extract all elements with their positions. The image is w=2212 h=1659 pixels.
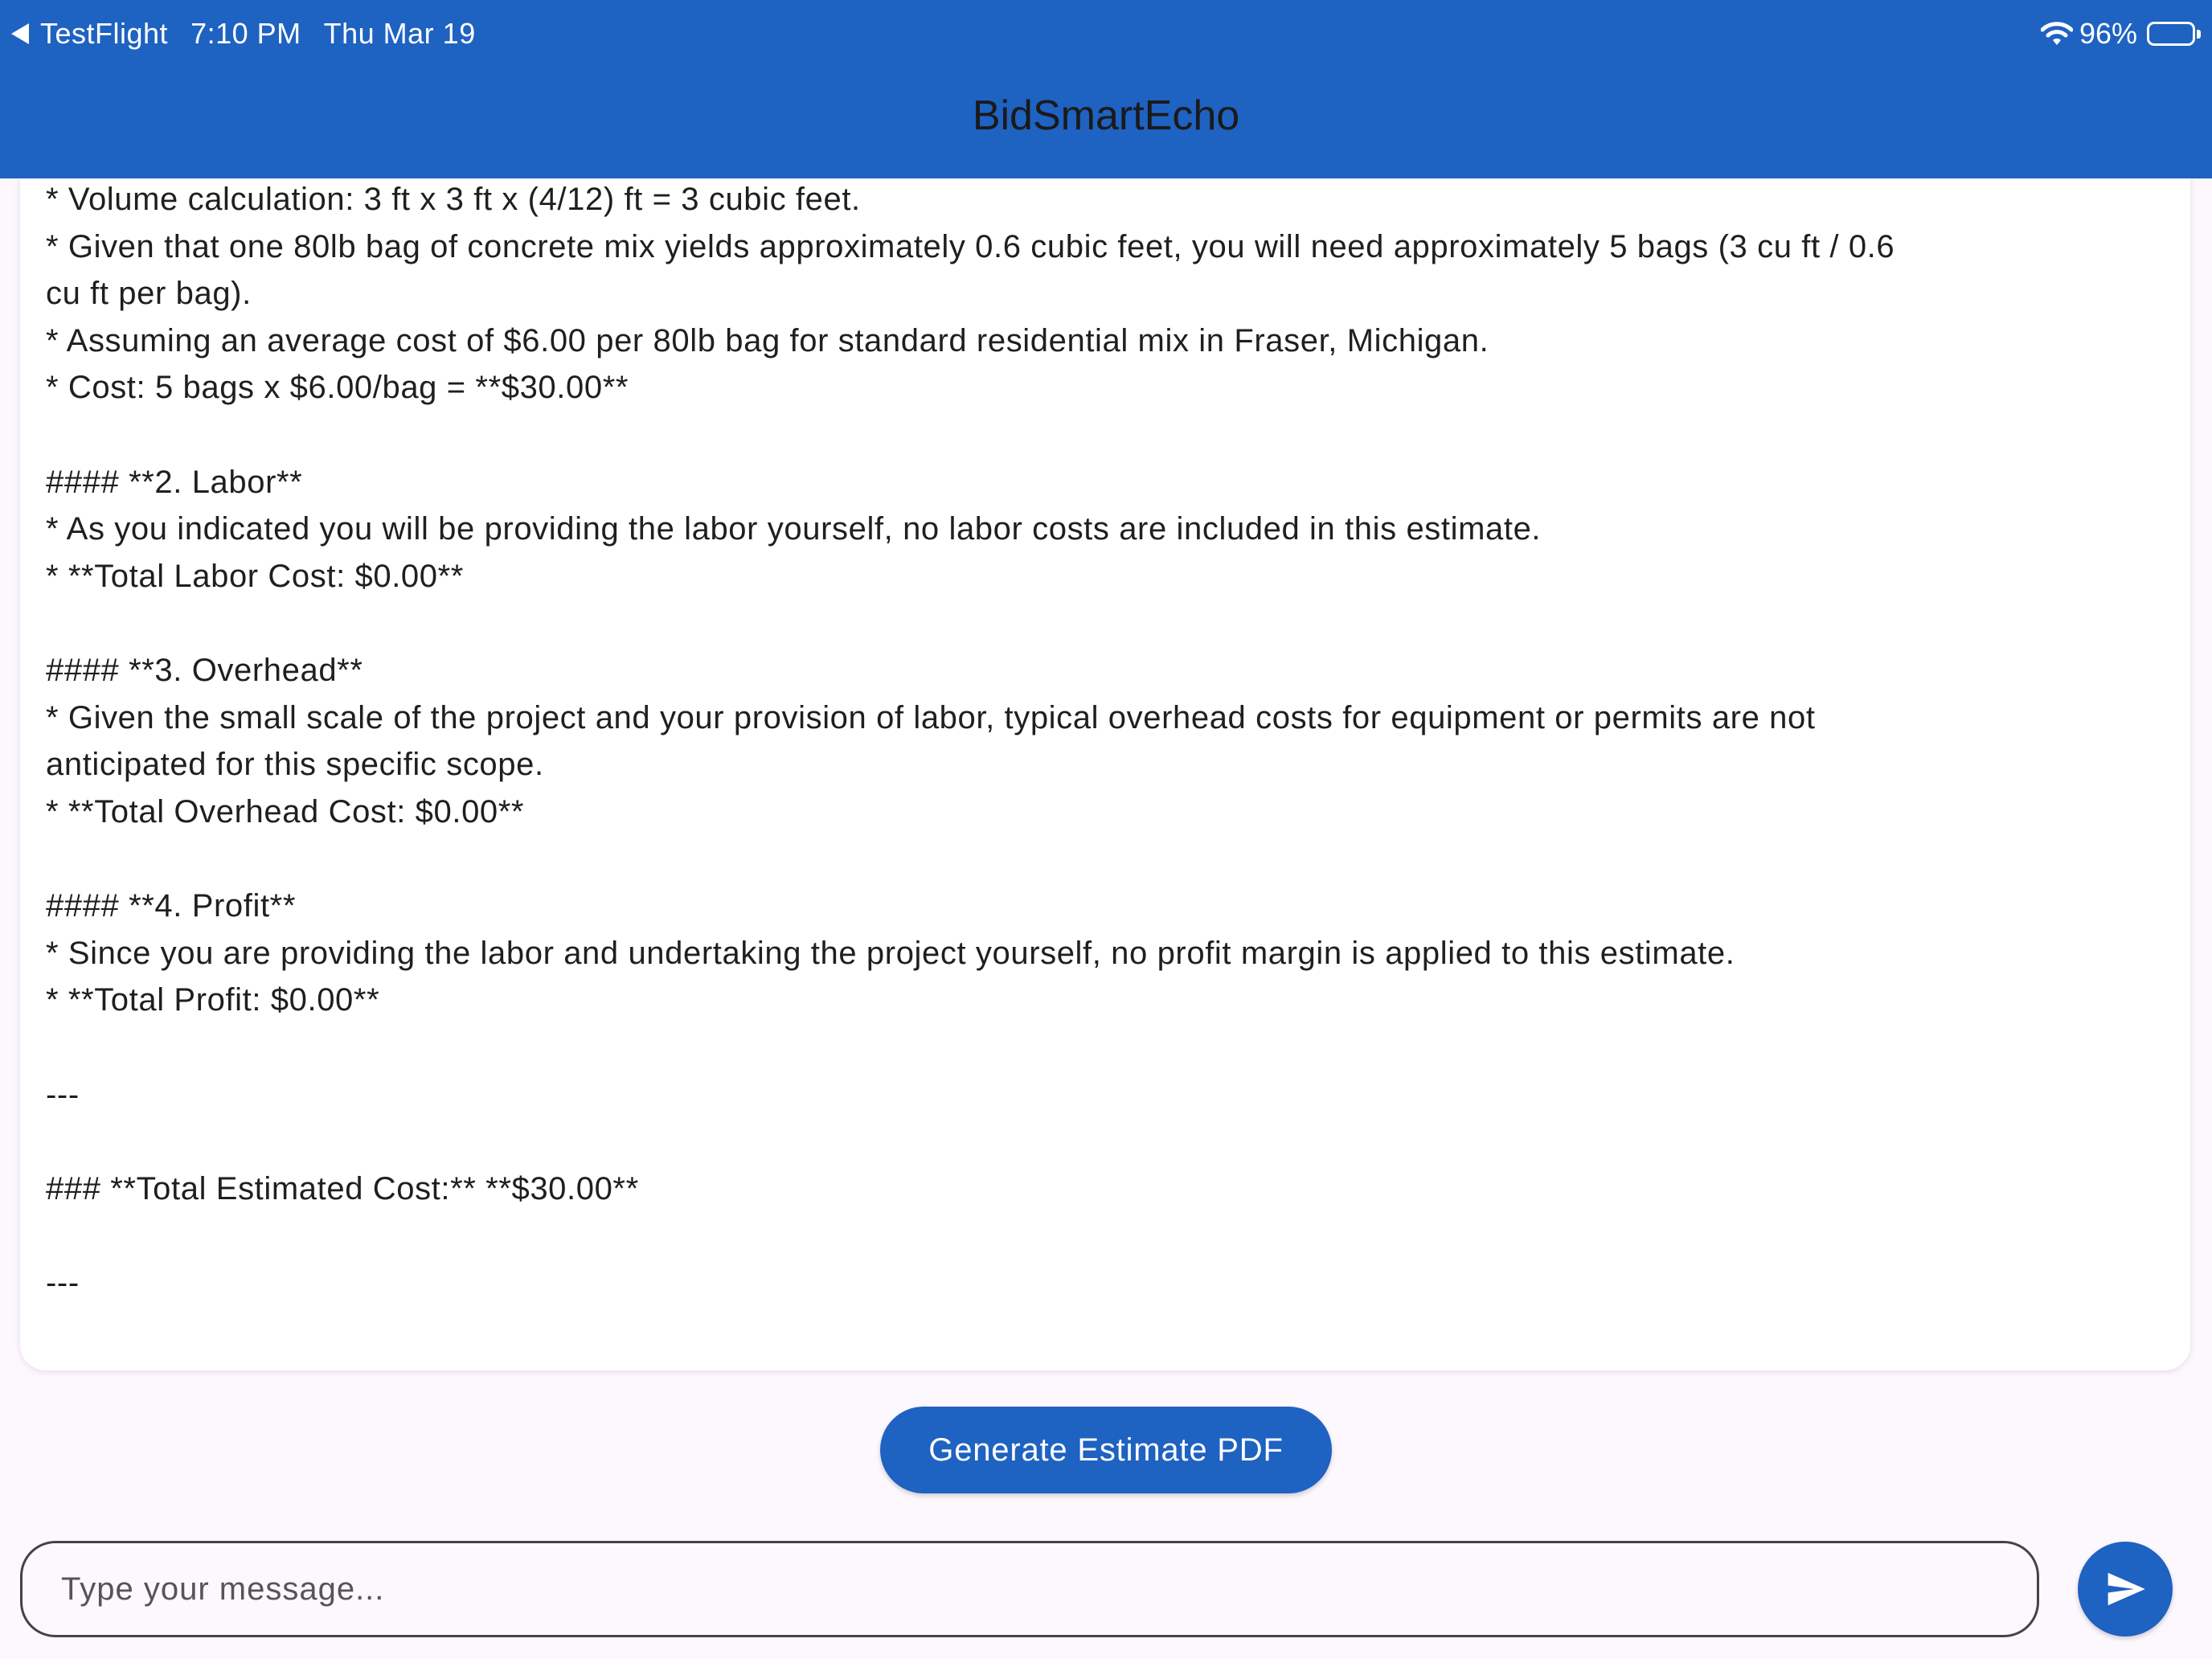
message-line: anticipated for this specific scope. bbox=[46, 747, 544, 782]
status-bar-right bbox=[2041, 11, 2201, 56]
assistant-message-card bbox=[20, 121, 2190, 1370]
app-title: BidSmartEcho bbox=[972, 92, 1240, 139]
message-line: * **Total Labor Cost: $0.00** bbox=[46, 559, 464, 594]
send-icon bbox=[2103, 1567, 2147, 1611]
battery-percent: 96% bbox=[2079, 17, 2137, 50]
back-app-label[interactable]: TestFlight bbox=[40, 17, 169, 50]
message-input[interactable] bbox=[20, 1541, 2039, 1637]
status-bar-left[interactable] bbox=[11, 11, 476, 56]
total-heading: ### **Total Estimated Cost:** **$30.00** bbox=[46, 1171, 639, 1206]
status-date: Thu Mar 19 bbox=[323, 17, 476, 50]
status-time: 7:10 PM bbox=[190, 17, 301, 50]
divider-text: --- bbox=[46, 1265, 80, 1301]
back-chevron-icon[interactable] bbox=[11, 23, 29, 44]
section-heading: #### **4. Profit** bbox=[46, 888, 296, 924]
app-header bbox=[0, 0, 2212, 178]
send-button[interactable] bbox=[2078, 1542, 2173, 1636]
message-line: * Volume calculation: 3 ft x 3 ft x (4/12) ft = 3 cubic feet. bbox=[46, 182, 861, 217]
divider-text: --- bbox=[46, 1077, 80, 1112]
section-heading: #### **2. Labor** bbox=[46, 465, 303, 500]
message-line: * As you indicated you will be providing the labor yourself, no labor costs are included in this estimate. bbox=[46, 511, 1542, 547]
message-line: * **Total Overhead Cost: $0.00** bbox=[46, 794, 525, 830]
wifi-icon bbox=[2041, 21, 2073, 47]
section-heading: #### **3. Overhead** bbox=[46, 653, 363, 688]
message-line: * **Total Profit: $0.00** bbox=[46, 982, 380, 1018]
message-line: * Given the small scale of the project and your provision of labor, typical overhead costs for equipment or permits are not bbox=[46, 700, 1816, 735]
message-line: * Cost: 5 bags x $6.00/bag = **$30.00** bbox=[46, 370, 629, 405]
message-line: * Since you are providing the labor and undertaking the project yourself, no profit margin is applied to this estimate. bbox=[46, 936, 1735, 971]
message-line: cu ft per bag). bbox=[46, 276, 252, 311]
battery-icon bbox=[2147, 22, 2201, 46]
message-input-placeholder: Type your message... bbox=[61, 1571, 385, 1607]
generate-estimate-pdf-button[interactable]: Generate Estimate PDF bbox=[880, 1407, 1332, 1493]
message-line: * Assuming an average cost of $6.00 per 80lb bag for standard residential mix in Fraser, Michigan. bbox=[46, 323, 1489, 358]
message-line: * Given that one 80lb bag of concrete mix yields approximately 0.6 cubic feet, you will need approximately 5 bags (3 cu ft / 0.6 bbox=[46, 229, 1895, 264]
